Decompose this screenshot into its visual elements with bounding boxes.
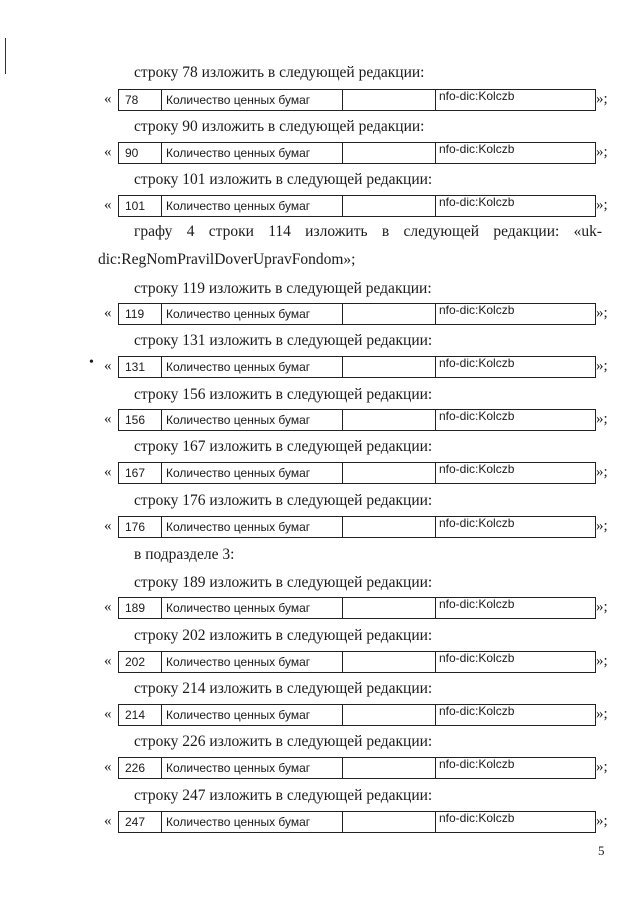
row-code: nfo-dic:Kolczb [439,356,515,370]
margin-mark [5,38,6,74]
row-code: nfo-dic:Kolczb [439,651,515,665]
paragraph: строку 226 изложить в следующей редакции: [134,733,433,750]
row-code: nfo-dic:Kolczb [439,409,515,423]
row-empty-cell [343,196,436,216]
row-table [118,597,596,619]
open-quote: « [104,305,112,321]
paragraph: строку 90 изложить в следующей редакции: [134,118,425,135]
open-quote: « [104,653,112,669]
open-quote: « [104,759,112,775]
row-number: 156 [119,410,162,430]
open-quote: « [104,91,112,107]
row-name: Количество ценных бумаг [162,196,343,216]
paragraph: строку 202 изложить в следующей редакции: [134,627,433,644]
row-table [118,811,596,833]
table-row [104,462,614,484]
row-number: 90 [119,143,162,163]
open-quote: « [104,706,112,722]
open-quote: « [104,518,112,534]
stray-mark: • [89,355,94,370]
open-quote: « [104,813,112,829]
paragraph: строку 101 изложить в следующей редакции: [134,171,433,188]
row-number: 247 [119,812,162,832]
paragraph: строку 214 изложить в следующей редакции: [134,680,433,697]
row-table [118,195,596,217]
open-quote: « [104,464,112,480]
row-number: 78 [119,90,162,110]
paragraph: графу 4 строки 114 изложить в следующей редакции: «uk- [134,223,602,240]
close-quote: »; [596,813,608,829]
table-row [104,409,614,431]
row-empty-cell [343,90,436,110]
row-empty-cell [343,758,436,778]
paragraph: строку 78 изложить в следующей редакции: [134,64,425,81]
close-quote: »; [596,144,608,160]
row-name: Количество ценных бумаг [162,410,343,430]
row-number: 119 [119,304,162,324]
open-quote: « [104,358,112,374]
row-empty-cell [343,463,436,483]
row-name: Количество ценных бумаг [162,652,343,672]
row-table [118,89,596,111]
row-empty-cell [343,705,436,725]
row-code: nfo-dic:Kolczb [439,462,515,476]
row-empty-cell [343,598,436,618]
row-empty-cell [343,304,436,324]
close-quote: »; [596,91,608,107]
paragraph: строку 189 изложить в следующей редакции: [134,574,433,591]
row-empty-cell [343,517,436,537]
paragraph: строку 156 изложить в следующей редакции: [134,386,433,403]
row-name: Количество ценных бумаг [162,143,343,163]
open-quote: « [104,411,112,427]
row-code: nfo-dic:Kolczb [439,303,515,317]
close-quote: »; [596,706,608,722]
row-code: nfo-dic:Kolczb [439,516,515,530]
row-code: nfo-dic:Kolczb [439,757,515,771]
paragraph: строку 167 изложить в следующей редакции: [134,438,433,455]
row-number: 176 [119,517,162,537]
row-number: 101 [119,196,162,216]
row-empty-cell [343,410,436,430]
open-quote: « [104,599,112,615]
close-quote: »; [596,653,608,669]
row-table [118,704,596,726]
table-row [104,516,614,538]
row-code: nfo-dic:Kolczb [439,142,515,156]
table-row [104,195,614,217]
row-name: Количество ценных бумаг [162,357,343,377]
row-code: nfo-dic:Kolczb [439,704,515,718]
row-table [118,142,596,164]
table-row [104,303,614,325]
row-number: 202 [119,652,162,672]
close-quote: »; [596,759,608,775]
row-name: Количество ценных бумаг [162,304,343,324]
paragraph: строку 131 изложить в следующей редакции: [134,332,433,349]
close-quote: »; [596,305,608,321]
row-table [118,757,596,779]
row-number: 131 [119,357,162,377]
row-table [118,303,596,325]
row-name: Количество ценных бумаг [162,598,343,618]
close-quote: »; [596,518,608,534]
page-number: 5 [598,843,605,858]
row-table [118,516,596,538]
row-empty-cell [343,652,436,672]
close-quote: »; [596,197,608,213]
close-quote: »; [596,358,608,374]
table-row [104,356,614,378]
row-table [118,651,596,673]
table-row [104,704,614,726]
row-name: Количество ценных бумаг [162,705,343,725]
table-row [104,811,614,833]
close-quote: »; [596,599,608,615]
table-row [104,651,614,673]
row-name: Количество ценных бумаг [162,812,343,832]
row-empty-cell [343,143,436,163]
row-number: 214 [119,705,162,725]
row-table [118,356,596,378]
row-table [118,462,596,484]
row-name: Количество ценных бумаг [162,517,343,537]
row-number: 189 [119,598,162,618]
row-empty-cell [343,812,436,832]
paragraph-continuation: dic:RegNomPravilDoverUpravFondom»; [98,251,356,268]
row-name: Количество ценных бумаг [162,90,343,110]
row-number: 226 [119,758,162,778]
row-table [118,409,596,431]
open-quote: « [104,144,112,160]
paragraph: строку 119 изложить в следующей редакции: [134,280,432,297]
row-code: nfo-dic:Kolczb [439,811,515,825]
table-row [104,142,614,164]
paragraph: в подразделе 3: [134,546,235,563]
close-quote: »; [596,411,608,427]
row-name: Количество ценных бумаг [162,758,343,778]
paragraph: строку 247 изложить в следующей редакции: [134,787,433,804]
paragraph: строку 176 изложить в следующей редакции: [134,492,433,509]
table-row [104,757,614,779]
close-quote: »; [596,464,608,480]
row-empty-cell [343,357,436,377]
row-code: nfo-dic:Kolczb [439,597,515,611]
row-number: 167 [119,463,162,483]
row-name: Количество ценных бумаг [162,463,343,483]
table-row [104,597,614,619]
open-quote: « [104,197,112,213]
row-code: nfo-dic:Kolczb [439,89,515,103]
row-code: nfo-dic:Kolczb [439,195,515,209]
table-row [104,89,614,111]
